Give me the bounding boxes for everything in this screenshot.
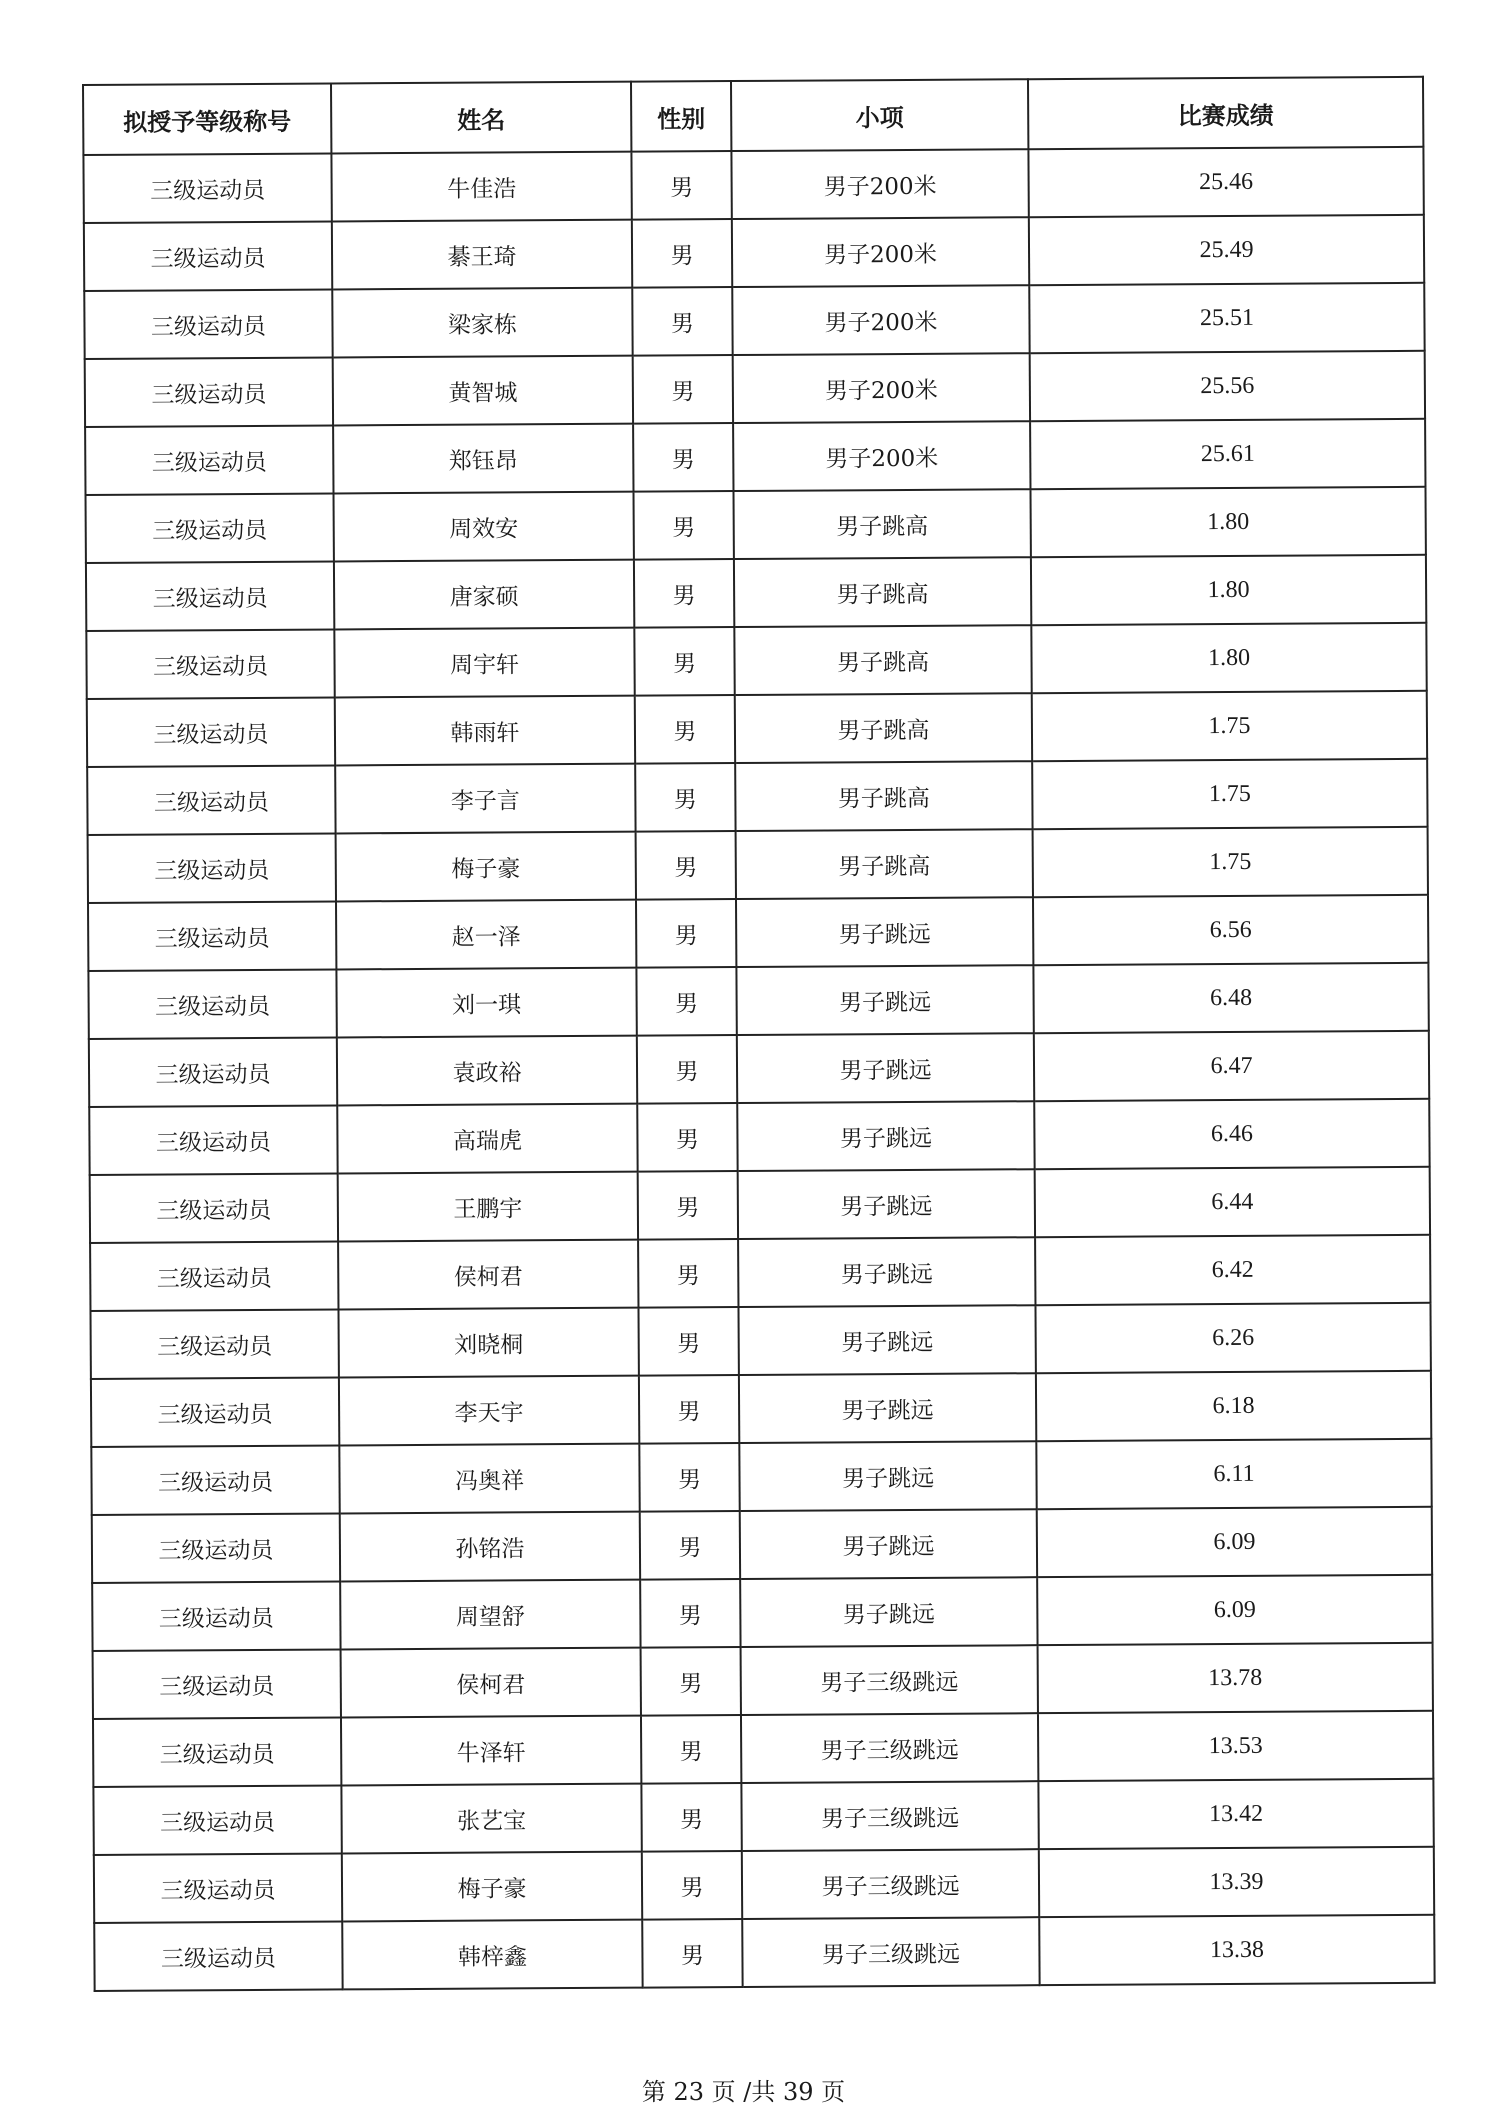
table-row <box>84 215 1424 291</box>
name-cell: 袁政裕 <box>337 1036 637 1106</box>
table-row <box>89 1099 1429 1175</box>
grade-title-cell: 三级运动员 <box>84 221 332 291</box>
result-cell: 13.53 <box>1038 1711 1433 1781</box>
event-cell: 男子三级跳远 <box>742 1917 1039 1987</box>
gender-cell: 男 <box>636 831 736 900</box>
result-cell: 25.56 <box>1030 351 1425 421</box>
table-row <box>90 1303 1430 1379</box>
header-event: 小项 <box>731 79 1028 151</box>
grade-title-cell: 三级运动员 <box>84 289 332 359</box>
grade-title-cell: 三级运动员 <box>92 1581 340 1651</box>
grade-title-cell: 三级运动员 <box>91 1445 339 1515</box>
event-cell: 男子跳高 <box>735 693 1032 763</box>
gender-cell: 男 <box>641 1783 741 1852</box>
gender-cell: 男 <box>637 1035 737 1104</box>
gender-cell: 男 <box>636 899 736 968</box>
grade-title-cell: 三级运动员 <box>92 1513 340 1583</box>
gender-cell: 男 <box>640 1511 740 1580</box>
result-cell: 1.75 <box>1032 759 1427 829</box>
table-row <box>90 1167 1430 1243</box>
table-row <box>87 759 1427 835</box>
table-body <box>83 147 1434 1991</box>
table-row <box>85 419 1425 495</box>
gender-cell: 男 <box>638 1307 738 1376</box>
grade-title-cell: 三级运动员 <box>87 697 335 767</box>
header-result: 比赛成绩 <box>1028 77 1423 149</box>
name-cell: 刘晓桐 <box>338 1308 638 1378</box>
result-cell: 6.26 <box>1035 1303 1430 1373</box>
gender-cell: 男 <box>634 559 734 628</box>
result-cell: 25.46 <box>1028 147 1423 217</box>
event-cell: 男子跳远 <box>738 1305 1035 1375</box>
name-cell: 梅子豪 <box>342 1852 642 1922</box>
event-cell: 男子跳远 <box>736 897 1033 967</box>
page-number: 第 23 页 /共 39 页 <box>641 2078 846 2106</box>
gender-cell: 男 <box>633 355 733 424</box>
result-cell: 6.46 <box>1034 1099 1429 1169</box>
gender-cell: 男 <box>631 151 731 220</box>
grade-title-cell: 三级运动员 <box>86 493 334 563</box>
gender-cell: 男 <box>639 1375 739 1444</box>
result-cell: 13.38 <box>1039 1915 1434 1985</box>
gender-cell: 男 <box>639 1443 739 1512</box>
result-cell: 1.75 <box>1032 691 1427 761</box>
table-row <box>88 895 1428 971</box>
name-cell: 李天宇 <box>339 1376 639 1446</box>
grade-title-cell: 三级运动员 <box>94 1921 342 1991</box>
name-cell: 侯柯君 <box>341 1648 641 1718</box>
result-cell: 1.80 <box>1031 623 1426 693</box>
name-cell: 梅子豪 <box>336 832 636 902</box>
grade-title-cell: 三级运动员 <box>85 357 333 427</box>
gender-cell: 男 <box>640 1579 740 1648</box>
gender-cell: 男 <box>634 491 734 560</box>
grade-title-cell: 三级运动员 <box>87 765 335 835</box>
table-row <box>94 1915 1434 1991</box>
result-cell: 25.51 <box>1029 283 1424 353</box>
result-cell: 6.47 <box>1034 1031 1429 1101</box>
event-cell: 男子跳远 <box>738 1237 1035 1307</box>
event-cell: 男子跳高 <box>735 761 1032 831</box>
table-row <box>90 1235 1430 1311</box>
result-cell: 6.44 <box>1035 1167 1430 1237</box>
event-cell: 男子跳高 <box>734 625 1031 695</box>
grade-title-cell: 三级运动员 <box>86 561 334 631</box>
name-cell: 张艺宝 <box>341 1784 641 1854</box>
event-cell: 男子跳高 <box>736 829 1033 899</box>
table-header <box>83 77 1423 155</box>
result-cell: 6.18 <box>1036 1371 1431 1441</box>
grade-title-cell: 三级运动员 <box>89 1037 337 1107</box>
grade-title-cell: 三级运动员 <box>93 1649 341 1719</box>
result-cell: 6.11 <box>1036 1439 1431 1509</box>
grade-title-cell: 三级运动员 <box>88 969 336 1039</box>
name-cell: 李子言 <box>335 764 635 834</box>
table-row <box>93 1711 1433 1787</box>
event-cell: 男子200米 <box>731 149 1028 219</box>
result-cell: 13.42 <box>1038 1779 1433 1849</box>
grade-title-cell: 三级运动员 <box>94 1853 342 1923</box>
gender-cell: 男 <box>632 219 732 288</box>
event-cell: 男子跳远 <box>740 1577 1037 1647</box>
event-cell: 男子跳远 <box>739 1373 1036 1443</box>
grade-title-cell: 三级运动员 <box>88 901 336 971</box>
gender-cell: 男 <box>635 695 735 764</box>
gender-cell: 男 <box>633 423 733 492</box>
grade-title-cell: 三级运动员 <box>86 629 334 699</box>
result-cell: 6.48 <box>1033 963 1428 1033</box>
gender-cell: 男 <box>634 627 734 696</box>
table-row <box>94 1847 1434 1923</box>
table-row <box>93 1779 1433 1855</box>
table-row <box>83 147 1423 223</box>
name-cell: 周效安 <box>334 492 634 562</box>
result-cell: 6.56 <box>1033 895 1428 965</box>
name-cell: 王鹏宇 <box>338 1172 638 1242</box>
gender-cell: 男 <box>632 287 732 356</box>
event-cell: 男子三级跳远 <box>741 1645 1038 1715</box>
name-cell: 周宇轩 <box>334 628 634 698</box>
table-row <box>85 351 1425 427</box>
result-cell: 25.49 <box>1029 215 1424 285</box>
name-cell: 牛佳浩 <box>331 152 631 222</box>
table-row <box>88 963 1428 1039</box>
grade-title-cell: 三级运动员 <box>90 1241 338 1311</box>
event-cell: 男子跳高 <box>734 557 1031 627</box>
result-cell: 13.78 <box>1038 1643 1433 1713</box>
table-row <box>86 555 1426 631</box>
name-cell: 唐家硕 <box>334 560 634 630</box>
event-cell: 男子三级跳远 <box>741 1781 1038 1851</box>
table-row <box>87 691 1427 767</box>
grade-title-cell: 三级运动员 <box>85 425 333 495</box>
event-cell: 男子三级跳远 <box>741 1713 1038 1783</box>
table-row <box>86 623 1426 699</box>
name-cell: 梁家栋 <box>332 288 632 358</box>
result-cell: 6.09 <box>1037 1575 1432 1645</box>
gender-cell: 男 <box>635 763 735 832</box>
result-cell: 1.80 <box>1031 555 1426 625</box>
result-cell: 6.42 <box>1035 1235 1430 1305</box>
event-cell: 男子跳远 <box>737 1033 1034 1103</box>
gender-cell: 男 <box>642 1851 742 1920</box>
result-cell: 13.39 <box>1039 1847 1434 1917</box>
event-cell: 男子三级跳远 <box>742 1849 1039 1919</box>
grade-title-cell: 三级运动员 <box>88 833 336 903</box>
grade-title-cell: 三级运动员 <box>89 1105 337 1175</box>
header-grade-title: 拟授予等级称号 <box>83 83 331 155</box>
name-cell: 高瑞虎 <box>337 1104 637 1174</box>
table-row <box>91 1439 1431 1515</box>
event-cell: 男子跳远 <box>739 1441 1036 1511</box>
grade-title-cell: 三级运动员 <box>83 153 331 223</box>
gender-cell: 男 <box>641 1715 741 1784</box>
result-cell: 25.61 <box>1030 419 1425 489</box>
grade-title-cell: 三级运动员 <box>93 1785 341 1855</box>
event-cell: 男子跳远 <box>740 1509 1037 1579</box>
grade-title-cell: 三级运动员 <box>91 1377 339 1447</box>
event-cell: 男子跳远 <box>738 1169 1035 1239</box>
result-cell: 1.75 <box>1033 827 1428 897</box>
name-cell: 刘一琪 <box>336 968 636 1038</box>
result-cell: 6.09 <box>1037 1507 1432 1577</box>
event-cell: 男子200米 <box>732 285 1029 355</box>
name-cell: 韩雨轩 <box>335 696 635 766</box>
event-cell: 男子200米 <box>733 421 1030 491</box>
table-row <box>84 283 1424 359</box>
event-cell: 男子200米 <box>733 353 1030 423</box>
event-cell: 男子200米 <box>732 217 1029 287</box>
name-cell: 孙铭浩 <box>340 1512 640 1582</box>
table-row <box>88 827 1428 903</box>
header-row <box>83 77 1423 155</box>
table-row <box>92 1507 1432 1583</box>
result-cell: 1.80 <box>1030 487 1425 557</box>
name-cell: 韩梓鑫 <box>342 1920 642 1990</box>
gender-cell: 男 <box>638 1239 738 1308</box>
gender-cell: 男 <box>642 1919 742 1988</box>
header-name: 姓名 <box>331 82 631 154</box>
name-cell: 牛泽轩 <box>341 1716 641 1786</box>
name-cell: 赵一泽 <box>336 900 636 970</box>
event-cell: 男子跳远 <box>736 965 1033 1035</box>
grade-title-cell: 三级运动员 <box>90 1173 338 1243</box>
table-row <box>89 1031 1429 1107</box>
gender-cell: 男 <box>641 1647 741 1716</box>
event-cell: 男子跳远 <box>737 1101 1034 1171</box>
gender-cell: 男 <box>637 1103 737 1172</box>
table-row <box>93 1643 1433 1719</box>
table-row <box>92 1575 1432 1651</box>
header-gender: 性别 <box>631 81 731 152</box>
name-cell: 綦王琦 <box>332 220 632 290</box>
name-cell: 郑钰昂 <box>333 424 633 494</box>
grade-title-cell: 三级运动员 <box>90 1309 338 1379</box>
table-row <box>86 487 1426 563</box>
event-cell: 男子跳高 <box>733 489 1030 559</box>
name-cell: 冯奥祥 <box>339 1444 639 1514</box>
name-cell: 侯柯君 <box>338 1240 638 1310</box>
grade-title-cell: 三级运动员 <box>93 1717 341 1787</box>
gender-cell: 男 <box>638 1171 738 1240</box>
gender-cell: 男 <box>636 967 736 1036</box>
name-cell: 周望舒 <box>340 1580 640 1650</box>
name-cell: 黄智城 <box>333 356 633 426</box>
table-row <box>91 1371 1431 1447</box>
athlete-grade-table <box>82 76 1436 1992</box>
